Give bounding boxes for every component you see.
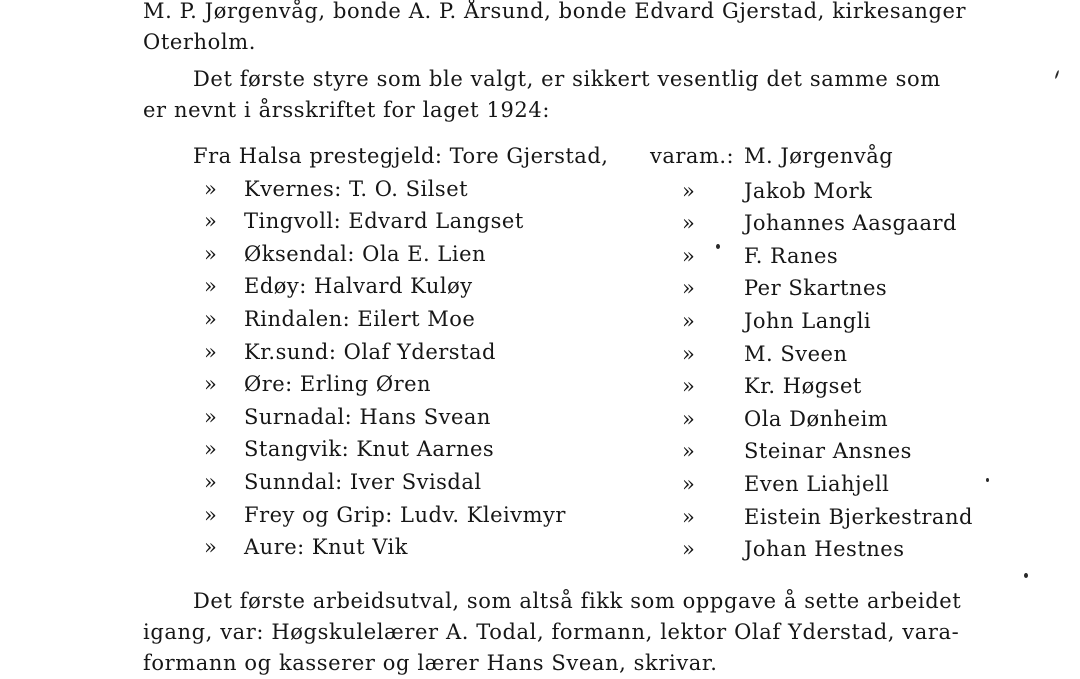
board-deputy: Eistein Bjerkestrand — [744, 505, 973, 529]
ditto-mark: » — [204, 242, 218, 266]
board-row — [0, 372, 1080, 404]
ditto-mark: » — [204, 503, 218, 527]
board-deputy: M. Jørgenvåg — [744, 144, 894, 168]
ditto-mark: » — [682, 505, 696, 529]
board-deputy: Ola Dønheim — [744, 407, 889, 431]
text-line: Det første arbeidsutval, som altså fikk som oppgave å sette arbeidet — [193, 589, 962, 613]
ditto-mark: » — [682, 244, 696, 268]
board-deputy: Johan Hestnes — [744, 537, 905, 561]
varam-label: varam.: — [650, 144, 735, 168]
board-row — [0, 437, 1080, 469]
ditto-mark: » — [204, 437, 218, 461]
board-member: Øksendal: Ola E. Lien — [244, 242, 487, 266]
board-deputy: Johannes Aasgaard — [744, 211, 957, 235]
text-line: formann og kasserer og lærer Hans Svean, skrivar. — [143, 651, 718, 675]
ditto-mark: » — [204, 209, 218, 233]
board-member: Surnadal: Hans Svean — [244, 405, 491, 429]
ditto-mark: » — [204, 405, 218, 429]
text-line: igang, var: Høgskulelærer A. Todal, formann, lektor Olaf Yderstad, vara- — [143, 620, 960, 644]
board-row — [0, 340, 1080, 372]
board-row — [0, 307, 1080, 339]
intro-paragraph — [143, 0, 993, 58]
ditto-mark: » — [682, 537, 696, 561]
text-line: Det første styre som ble valgt, er sikkert vesentlig det samme som — [193, 67, 941, 91]
board-deputy: Kr. Høgset — [744, 374, 862, 398]
board-row — [0, 242, 1080, 274]
board-deputy: John Langli — [744, 309, 872, 333]
ditto-mark: » — [204, 177, 218, 201]
board-member: Kr.sund: Olaf Yderstad — [244, 340, 496, 364]
ditto-mark: » — [204, 340, 218, 364]
scan-speck — [986, 478, 989, 482]
ditto-mark: » — [682, 407, 696, 431]
text-line: M. P. Jørgenvåg, bonde A. P. Årsund, bonde Edvard Gjerstad, kirkesanger — [143, 0, 967, 23]
scan-speck — [1024, 573, 1028, 578]
board-deputy: F. Ranes — [744, 244, 839, 268]
board-deputy: Jakob Mork — [744, 179, 873, 203]
board-deputy: Even Liahjell — [744, 472, 890, 496]
ditto-mark: » — [682, 179, 696, 203]
board-row — [0, 405, 1080, 437]
board-member: Edøy: Halvard Kuløy — [244, 274, 473, 298]
board-row — [0, 177, 1080, 209]
lead-paragraph — [143, 64, 993, 126]
scan-speck — [1055, 70, 1060, 79]
text-line: er nevnt i årsskriftet for laget 1924: — [143, 98, 551, 122]
board-member: Kvernes: T. O. Silset — [244, 177, 469, 201]
text-line: Oterholm. — [143, 30, 256, 54]
board-row — [0, 470, 1080, 502]
board-deputy: Steinar Ansnes — [744, 439, 912, 463]
ditto-mark: » — [204, 307, 218, 331]
board-deputy: M. Sveen — [744, 342, 848, 366]
board-deputy: Per Skartnes — [744, 276, 888, 300]
board-member: Rindalen: Eilert Moe — [244, 307, 476, 331]
board-member: Frey og Grip: Ludv. Kleivmyr — [244, 503, 566, 527]
scan-speck — [716, 244, 720, 249]
ditto-mark: » — [682, 439, 696, 463]
ditto-mark: » — [682, 472, 696, 496]
closing-paragraph — [143, 586, 993, 679]
ditto-mark: » — [682, 276, 696, 300]
ditto-mark: » — [682, 374, 696, 398]
board-member: Stangvik: Knut Aarnes — [244, 437, 495, 461]
ditto-mark: » — [204, 470, 218, 494]
board-member: Sunndal: Iver Svisdal — [244, 470, 482, 494]
board-row — [0, 144, 1080, 176]
board-member: Tingvoll: Edvard Langset — [244, 209, 524, 233]
board-member: Fra Halsa prestegjeld: Tore Gjerstad, — [193, 144, 609, 168]
ditto-mark: » — [204, 535, 218, 559]
board-row — [0, 503, 1080, 535]
board-member: Øre: Erling Øren — [244, 372, 432, 396]
ditto-mark: » — [682, 211, 696, 235]
board-row — [0, 535, 1080, 567]
ditto-mark: » — [682, 309, 696, 333]
ditto-mark: » — [682, 342, 696, 366]
board-row — [0, 274, 1080, 306]
board-row — [0, 209, 1080, 241]
ditto-mark: » — [204, 274, 218, 298]
board-member: Aure: Knut Vik — [244, 535, 408, 559]
ditto-mark: » — [204, 372, 218, 396]
